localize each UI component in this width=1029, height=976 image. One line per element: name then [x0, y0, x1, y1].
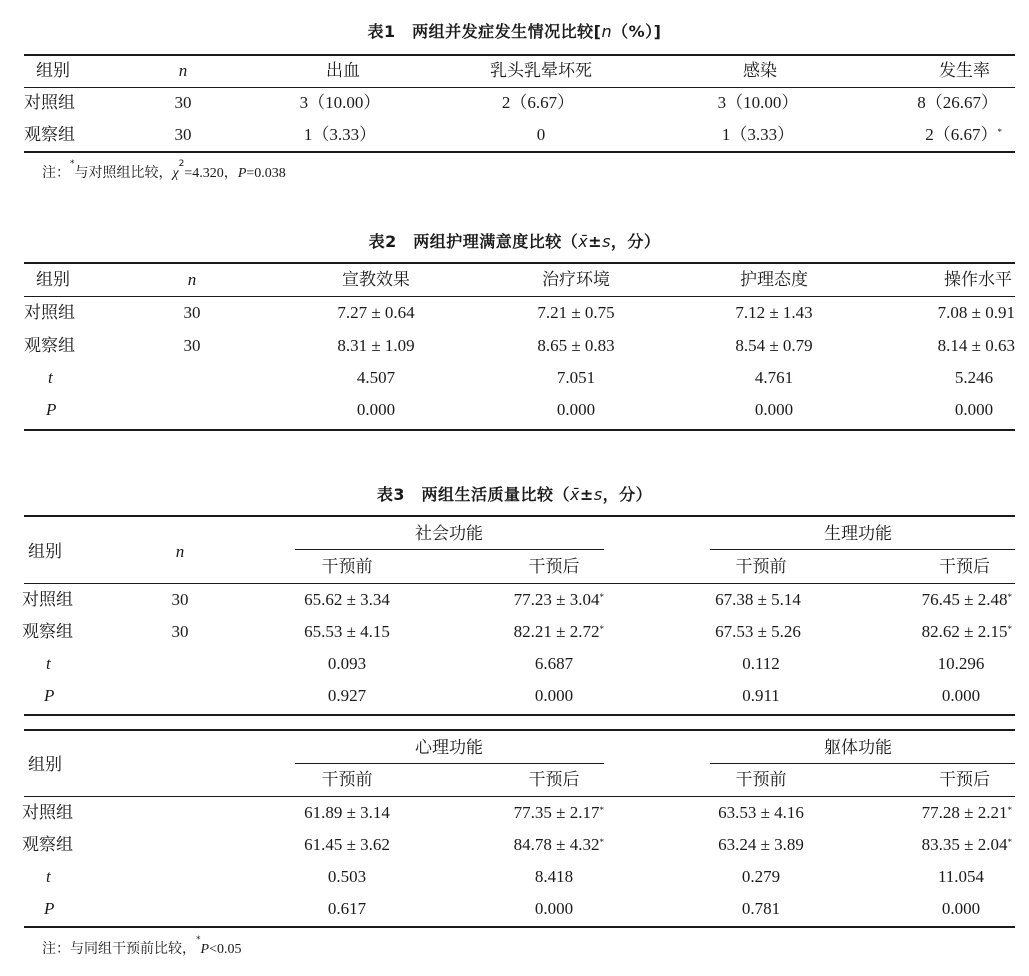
table1-row1-infection: 3（10.00） [717, 93, 799, 112]
table3-part2-row3-c1: 0.503 [327, 867, 367, 886]
table3-part2-span-rule-a [295, 763, 604, 764]
table3-part1-row1-c1: 65.62 ± 3.34 [304, 590, 390, 609]
table2-row3-c3: 4.761 [754, 368, 794, 387]
significance-marker: * [599, 805, 604, 815]
table3-part2-post-a: 干预后 [528, 770, 580, 789]
table1-header-bleeding: 出血 [326, 61, 360, 80]
table3-part2-header-group: 组别 [28, 755, 62, 774]
table1-bottom-rule [24, 151, 1015, 153]
table3-part1-top-rule [24, 515, 1015, 517]
table2-caption: 表2 两组护理满意度比较（x̄±s，分） [368, 232, 661, 251]
table1-row2-necrosis: 0 [536, 125, 546, 144]
table3-part2-post-b: 干预后 [939, 770, 990, 789]
table2-row2-c2: 8.65 ± 0.83 [537, 336, 615, 355]
significance-marker: * [599, 592, 604, 602]
table2-row2-c3: 8.54 ± 0.79 [735, 336, 813, 355]
table3-note: 注：与同组干预前比较，*P<0.05 [42, 935, 242, 957]
table3-part2-row3-stat: t [46, 867, 51, 886]
table3-part1-row3-c3: 0.112 [742, 654, 780, 673]
table2-row2-c1: 8.31 ± 1.09 [337, 336, 415, 355]
table3-part2-pre-a: 干预前 [321, 770, 373, 789]
table1-header-n: n [178, 61, 188, 80]
table3-part1-row2-n: 30 [171, 622, 189, 641]
table3-part2-row4-c1: 0.617 [327, 899, 367, 918]
table2-row4-stat: P [46, 400, 57, 419]
table3-part2-row2-c2: 84.78 ± 4.32* [513, 835, 604, 854]
table1-row1-rate: 8（26.67） [917, 93, 998, 112]
table2-header-n: n [187, 270, 197, 289]
table3-part1-row4-stat: P [44, 686, 55, 705]
table2-header-rule [24, 296, 1015, 297]
table2-header-environment: 治疗环境 [542, 270, 610, 289]
table2-header-skill: 操作水平 [944, 270, 1012, 289]
table3-part2-row2-c3: 63.24 ± 3.89 [718, 835, 804, 854]
table3-part1-row4-c4: 0.000 [941, 686, 981, 705]
table3-part1-row4-c2: 0.000 [534, 686, 574, 705]
table3-part2-row2-group: 观察组 [22, 835, 73, 854]
table2-row1-c1: 7.27 ± 0.64 [337, 303, 415, 322]
table3-somatic-function-header: 躯体功能 [824, 738, 892, 757]
table3-part2-row3-c3: 0.279 [741, 867, 781, 886]
table3-part1-row1-group: 对照组 [22, 590, 73, 609]
table3-part1-row1-c4: 76.45 ± 2.48* [921, 590, 1012, 609]
table1-header-necrosis: 乳头乳晕坏死 [490, 61, 592, 80]
table2-row4-c4: 0.000 [954, 400, 994, 419]
table3-part2-row1-c1: 61.89 ± 3.14 [304, 803, 390, 822]
table2-bottom-rule [24, 429, 1015, 431]
table3-physiological-function-header: 生理功能 [824, 524, 892, 543]
table1-row2-rate: 2（6.67）* [925, 125, 1002, 144]
table2-row2-n: 30 [183, 336, 201, 355]
table3-part2-row3-c4: 11.054 [937, 867, 985, 886]
significance-marker: * [1007, 805, 1012, 815]
table3-part2-row1-group: 对照组 [22, 803, 73, 822]
table2-row2-group: 观察组 [24, 336, 75, 355]
table3-part2-row1-c3: 63.53 ± 4.16 [718, 803, 804, 822]
table1-row2-infection: 1（3.33） [721, 125, 795, 144]
table3-part1-row2-c2: 82.21 ± 2.72* [513, 622, 604, 641]
table3-part1-row4-c3: 0.911 [742, 686, 780, 705]
table3-part2-header-rule [24, 796, 1015, 797]
table3-part1-span-rule-b [710, 549, 1015, 550]
table3-part1-row1-c2: 77.23 ± 3.04* [513, 590, 604, 609]
table3-part1-header-n: n [175, 542, 185, 561]
table1-row1-n: 30 [174, 93, 192, 112]
table2-row1-group: 对照组 [24, 303, 75, 322]
table3-part1-row2-c4: 82.62 ± 2.15* [921, 622, 1012, 641]
table1-header-rate: 发生率 [939, 61, 990, 80]
table3-part1-row2-c3: 67.53 ± 5.26 [715, 622, 801, 641]
table3-part1-row1-n: 30 [171, 590, 189, 609]
significance-marker: * [599, 837, 604, 847]
table3-part1-row1-c3: 67.38 ± 5.14 [715, 590, 801, 609]
table1-row1-bleeding: 3（10.00） [299, 93, 381, 112]
table3-part1-row3-c1: 0.093 [327, 654, 367, 673]
table3-psychological-function-header: 心理功能 [415, 738, 483, 757]
significance-marker: * [1007, 592, 1012, 602]
table2-header-attitude: 护理态度 [740, 270, 808, 289]
table3-part2-bottom-rule [24, 926, 1015, 928]
significance-marker: * [1007, 837, 1012, 847]
table3-part2-row4-c4: 0.000 [941, 899, 981, 918]
table1-header-rule [24, 87, 1015, 88]
table2-row1-c3: 7.12 ± 1.43 [735, 303, 813, 322]
table3-part1-row2-c1: 65.53 ± 4.15 [304, 622, 390, 641]
table3-part1-bottom-rule [24, 714, 1015, 716]
table2-row2-c4: 8.14 ± 0.63 [937, 336, 1015, 355]
significance-marker: * [1007, 624, 1012, 634]
significance-marker: * [599, 624, 604, 634]
table3-part2-row1-c4: 77.28 ± 2.21* [921, 803, 1012, 822]
table2-row3-c4: 5.246 [954, 368, 994, 387]
table2-header-group: 组别 [36, 270, 70, 289]
table3-part1-pre-a: 干预前 [321, 557, 373, 576]
table2-row1-n: 30 [183, 303, 201, 322]
table1-top-rule [24, 54, 1015, 56]
table3-part2-row2-c4: 83.35 ± 2.04* [921, 835, 1012, 854]
table3-part1-header-group: 组别 [28, 542, 62, 561]
table3-part1-row3-stat: t [46, 654, 51, 673]
table3-part2-pre-b: 干预前 [735, 770, 787, 789]
table2-row3-c2: 7.051 [556, 368, 596, 387]
table1-row1-necrosis: 2（6.67） [501, 93, 575, 112]
table3-part2-row2-c1: 61.45 ± 3.62 [304, 835, 390, 854]
table2-row4-c3: 0.000 [754, 400, 794, 419]
table1-caption: 表1 两组并发症发生情况比较[n（%）] [367, 22, 662, 41]
table3-part1-row3-c4: 10.296 [937, 654, 985, 673]
table2-row3-stat: t [48, 368, 53, 387]
table3-part1-post-a: 干预后 [528, 557, 580, 576]
table3-part2-row4-c2: 0.000 [534, 899, 574, 918]
significance-marker: * [997, 127, 1002, 137]
table3-part1-row2-group: 观察组 [22, 622, 73, 641]
table3-caption: 表3 两组生活质量比较（x̄±s，分） [376, 485, 653, 504]
table1-header-group: 组别 [36, 61, 70, 80]
table3-part1-header-rule [24, 583, 1015, 584]
table2-row4-c2: 0.000 [556, 400, 596, 419]
table3-part2-row4-c3: 0.781 [741, 899, 781, 918]
table1-row2-group: 观察组 [24, 125, 75, 144]
table3-part2-span-rule-b [710, 763, 1015, 764]
table2-row1-c4: 7.08 ± 0.91 [937, 303, 1015, 322]
table2-row1-c2: 7.21 ± 0.75 [537, 303, 615, 322]
table2-top-rule [24, 262, 1015, 264]
table2-row3-c1: 4.507 [356, 368, 396, 387]
table3-part1-pre-b: 干预前 [735, 557, 787, 576]
table3-part2-top-rule [24, 729, 1015, 731]
table3-part2-row4-stat: P [44, 899, 55, 918]
table1-row2-n: 30 [174, 125, 192, 144]
table3-part1-row4-c1: 0.927 [327, 686, 367, 705]
table3-social-function-header: 社会功能 [415, 524, 483, 543]
table3-part2-row3-c2: 8.418 [534, 867, 574, 886]
table3-part1-row3-c2: 6.687 [534, 654, 574, 673]
table2-row4-c1: 0.000 [356, 400, 396, 419]
table3-part1-post-b: 干预后 [939, 557, 990, 576]
table1-header-infection: 感染 [743, 61, 777, 80]
table3-part2-row1-c2: 77.35 ± 2.17* [513, 803, 604, 822]
table1-row1-group: 对照组 [24, 93, 75, 112]
table1-row2-bleeding: 1（3.33） [303, 125, 377, 144]
table3-part1-span-rule-a [295, 549, 604, 550]
table1-note: 注：*与对照组比较，$\chi^2=4.320$，P=0.038 [42, 159, 286, 181]
table2-header-education: 宣教效果 [342, 270, 410, 289]
